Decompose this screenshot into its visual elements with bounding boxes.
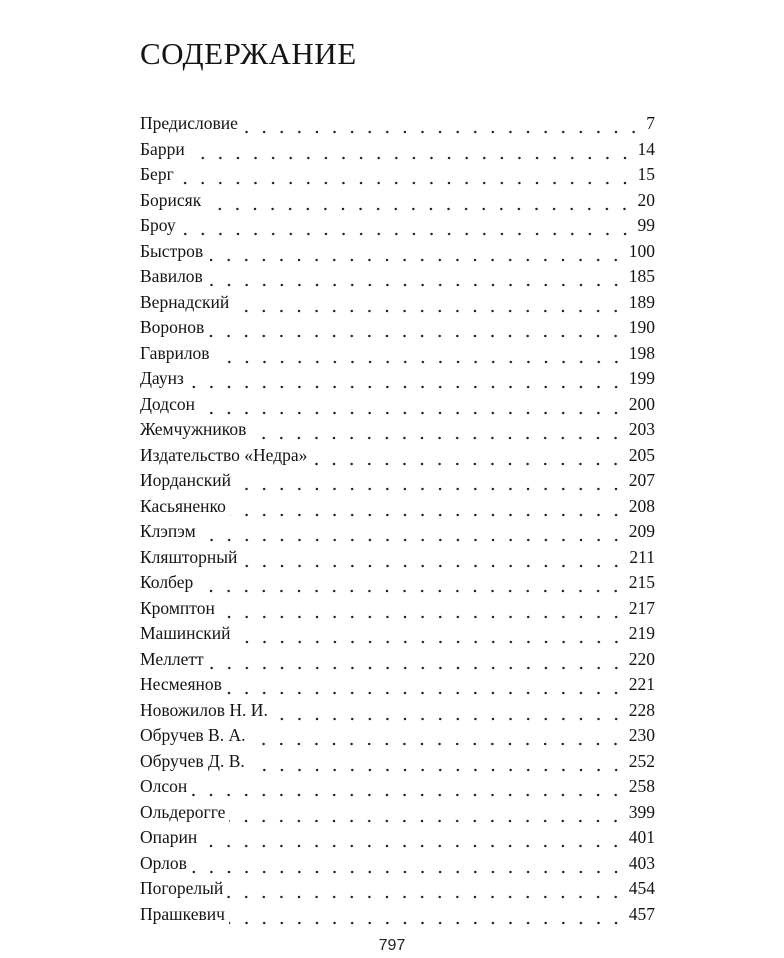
toc-entry — [140, 162, 655, 188]
dot-leader — [199, 392, 625, 418]
dot-leader — [219, 596, 625, 622]
toc-entry — [140, 264, 655, 290]
toc-entry-page: 7 — [646, 113, 655, 133]
toc-entry-name: Меллетт — [140, 648, 204, 669]
toc-entry — [140, 570, 655, 596]
toc-entry — [140, 774, 655, 800]
dot-leader — [226, 672, 625, 698]
toc-entry-page: 258 — [628, 776, 655, 796]
toc-entry-name: Вернадский — [140, 291, 230, 312]
toc-entry-name: Воронов — [140, 317, 205, 337]
toc-entry — [140, 392, 655, 418]
toc-entry-name: Прашкевич — [140, 903, 225, 924]
toc-entry-name: Несмеянов — [140, 674, 222, 694]
toc-entry-page: 457 — [628, 903, 655, 924]
toc-entry-name: Клэпэм — [140, 521, 196, 541]
toc-entry-name: Касьяненко — [140, 495, 226, 516]
dot-leader — [180, 213, 634, 239]
toc-entry-name: Обручев В. А. — [140, 725, 246, 745]
dot-leader — [233, 290, 625, 316]
dot-leader — [214, 341, 625, 367]
dot-leader — [230, 494, 625, 520]
page-number: 797 — [378, 937, 406, 954]
toc-entry-page: 100 — [628, 240, 655, 261]
toc-entry-page: 454 — [628, 878, 655, 898]
dot-leader — [250, 417, 624, 443]
toc-entry-name: Додсон — [140, 393, 195, 414]
toc-entry-name: Берг — [140, 164, 174, 184]
dot-leader — [272, 698, 625, 724]
toc-entry-page: 199 — [628, 368, 655, 388]
dot-leader — [242, 111, 642, 137]
toc-entry-page: 209 — [628, 521, 655, 541]
toc-entry — [140, 621, 655, 647]
toc-entry-page: 208 — [628, 495, 655, 516]
toc-entry-name: Предисловие — [140, 113, 238, 133]
toc-entry-name: Борисяк — [140, 189, 202, 210]
toc-entry-name: Новожилов Н. И. — [140, 699, 268, 720]
dot-leader — [208, 315, 624, 341]
toc-entry — [140, 315, 655, 341]
toc-entry-page: 219 — [628, 623, 655, 643]
dot-leader — [227, 876, 624, 902]
toc-entry — [140, 137, 655, 163]
toc-entry-name: Опарин — [140, 827, 198, 847]
toc-entry-page: 228 — [628, 699, 655, 720]
toc-entry-page: 403 — [628, 852, 655, 873]
toc-entry-page: 211 — [629, 546, 655, 567]
toc-entry-name: Машинский — [140, 623, 231, 643]
toc-entry — [140, 443, 655, 469]
toc-entry-name: Вавилов — [140, 266, 203, 286]
toc-entry — [140, 111, 655, 137]
dot-leader — [191, 851, 625, 877]
toc-entry — [140, 749, 655, 775]
toc-entry-page: 15 — [637, 164, 655, 184]
toc-entry — [140, 902, 655, 928]
toc-entry — [140, 213, 655, 239]
dot-leader — [229, 800, 624, 826]
toc-entry-name: Броу — [140, 215, 176, 235]
toc-entry — [140, 596, 655, 622]
toc-entry — [140, 876, 655, 902]
toc-entry — [140, 851, 655, 877]
dot-leader — [191, 774, 624, 800]
toc-entry-name: Колбер — [140, 572, 194, 592]
toc-entry-page: 99 — [637, 215, 655, 235]
toc-entry-page: 252 — [628, 750, 655, 771]
toc-entry-name: Даунз — [140, 368, 184, 388]
toc-entry — [140, 494, 655, 520]
toc-entry — [140, 188, 655, 214]
toc-entry — [140, 366, 655, 392]
toc-entry — [140, 519, 655, 545]
toc-entry-page: 401 — [628, 827, 655, 847]
dot-leader — [189, 137, 634, 163]
toc-entry — [140, 290, 655, 316]
dot-leader — [311, 443, 624, 469]
toc-entry — [140, 800, 655, 826]
toc-entry-page: 14 — [637, 138, 655, 159]
toc-entry — [140, 545, 655, 571]
toc-entry-page: 215 — [628, 572, 655, 592]
dot-leader — [235, 468, 625, 494]
toc-entry-page: 207 — [628, 470, 655, 490]
toc-entry-page: 198 — [628, 342, 655, 363]
page-title: СОДЕРЖАНИЕ — [140, 36, 357, 71]
toc-entry-page: 190 — [628, 317, 655, 337]
toc-entry-page: 20 — [637, 189, 655, 210]
dot-leader — [241, 545, 625, 571]
toc-entry — [140, 672, 655, 698]
toc-entry — [140, 698, 655, 724]
toc-entry-name: Жемчужников — [140, 419, 247, 439]
toc-entry-page: 230 — [628, 725, 655, 745]
dot-leader — [249, 749, 625, 775]
toc-entry — [140, 341, 655, 367]
toc-entry — [140, 825, 655, 851]
dot-leader — [201, 825, 624, 851]
toc-entry-name: Погорелый — [140, 878, 224, 898]
dot-leader — [200, 519, 625, 545]
toc-entry-name: Орлов — [140, 852, 187, 873]
toc-entry-name: Иорданский — [140, 470, 231, 490]
toc-entry-page: 399 — [628, 801, 655, 822]
dot-leader — [249, 723, 624, 749]
toc-entry-name: Кромптон — [140, 597, 215, 618]
toc-entry-name: Гаврилов — [140, 342, 210, 363]
toc-entry-name: Обручев Д. В. — [140, 750, 245, 771]
dot-leader — [207, 239, 625, 265]
dot-leader — [205, 188, 633, 214]
toc-entry — [140, 723, 655, 749]
toc-entry — [140, 417, 655, 443]
toc-entry-page: 200 — [628, 393, 655, 414]
dot-leader — [178, 162, 634, 188]
toc-entry — [140, 468, 655, 494]
toc-entry-name: Барри — [140, 138, 185, 159]
toc-entry — [140, 647, 655, 673]
toc-entry-page: 189 — [628, 291, 655, 312]
toc-entry — [140, 239, 655, 265]
toc-entry-name: Быстров — [140, 240, 204, 261]
dot-leader — [208, 647, 625, 673]
toc-entry-name: Издательство «Недра» — [140, 444, 308, 465]
dot-leader — [235, 621, 625, 647]
toc-entry-name: Кляшторный — [140, 546, 238, 567]
toc-entry-page: 185 — [628, 266, 655, 286]
toc-entry-page: 205 — [628, 444, 655, 465]
toc-entry-name: Олсон — [140, 776, 188, 796]
toc-entry-name: Ольдерогге — [140, 801, 226, 822]
toc-entry-page: 221 — [628, 674, 655, 694]
dot-leader — [197, 570, 625, 596]
toc-entry-page: 203 — [628, 419, 655, 439]
toc-entry-page: 220 — [628, 648, 655, 669]
dot-leader — [207, 264, 625, 290]
table-of-contents — [140, 111, 655, 927]
dot-leader — [188, 366, 625, 392]
toc-entry-page: 217 — [628, 597, 655, 618]
dot-leader — [229, 902, 625, 928]
